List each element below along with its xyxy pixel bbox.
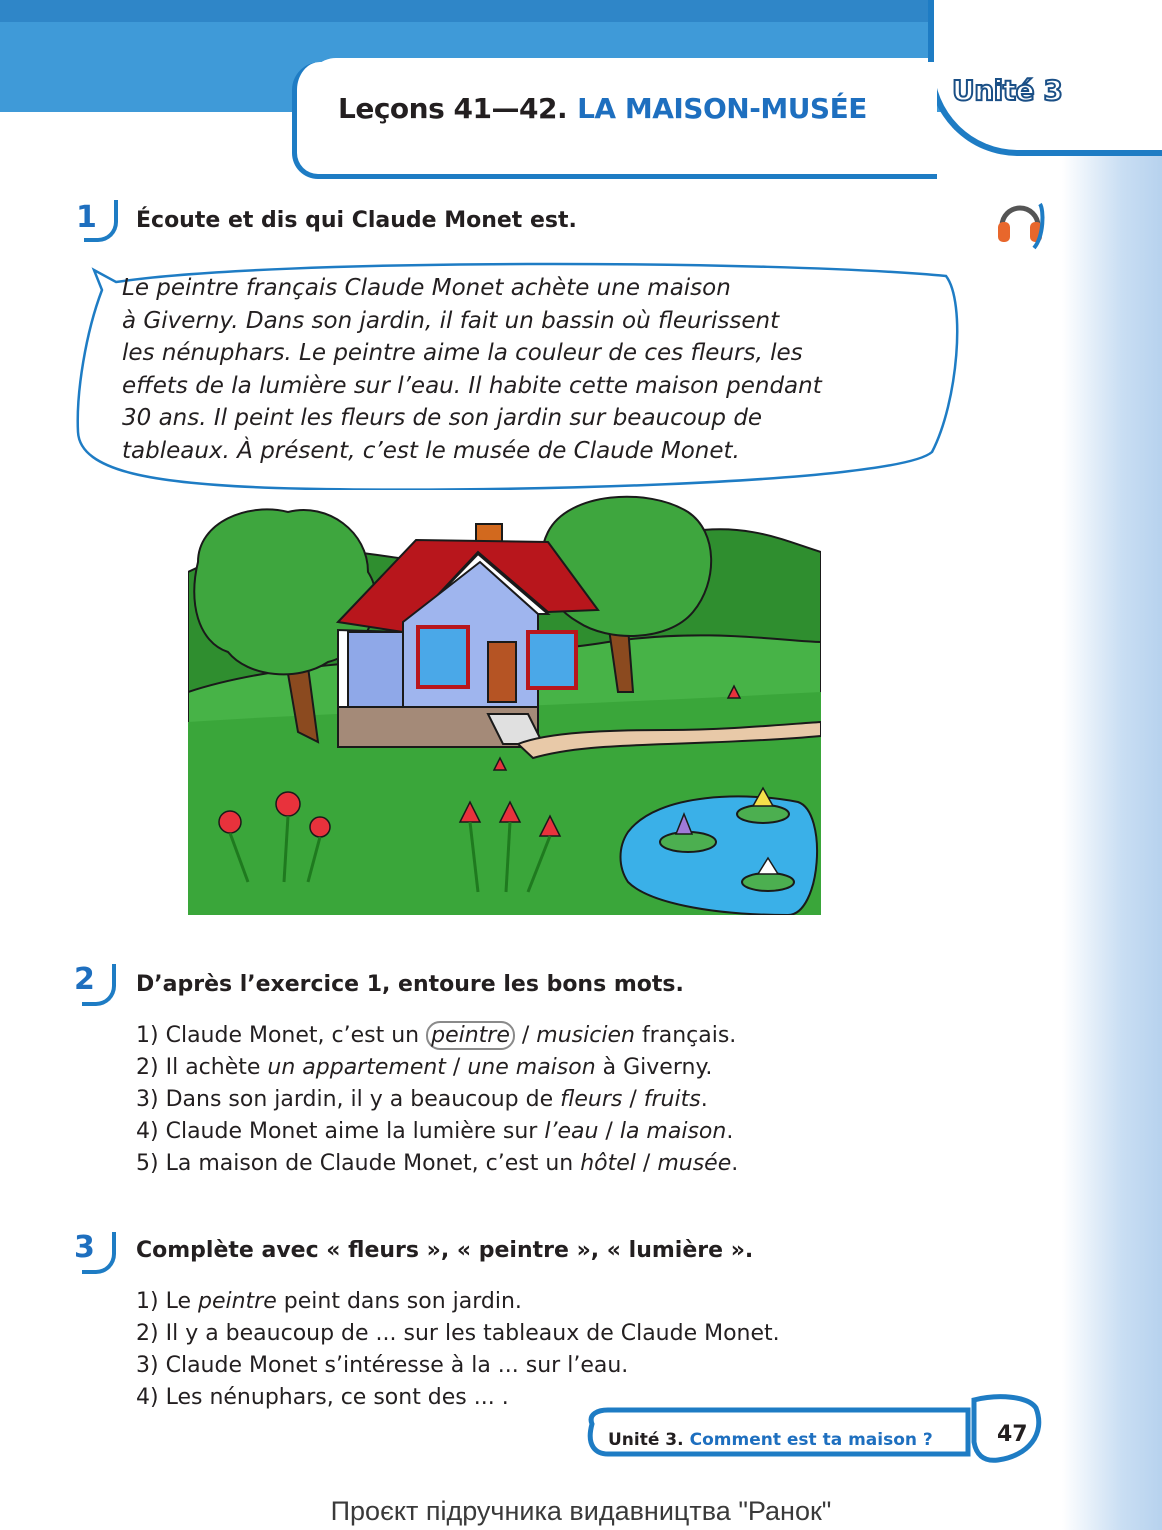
- item-text[interactable]: Les nénuphars, ce sont des ... .: [165, 1385, 509, 1410]
- item-text[interactable]: Claude Monet s’intéresse à la ... sur l’eau.: [165, 1353, 629, 1378]
- text-line: Le peintre français Claude Monet achète une maison: [122, 275, 731, 301]
- example-word: peintre: [198, 1289, 277, 1314]
- item-text: Le: [165, 1289, 191, 1314]
- page-number: 47: [997, 1422, 1028, 1447]
- option[interactable]: fruits: [643, 1087, 701, 1112]
- text-line: 30 ans. Il peint les fleurs de son jardin sur beaucoup de: [122, 405, 763, 431]
- text-line: à Giverny. Dans son jardin, il fait un bassin où fleurissent: [122, 307, 780, 334]
- exercise-2-number: 2: [74, 962, 95, 997]
- exercise-2-marker: [82, 964, 116, 1006]
- item-number: 5): [136, 1151, 159, 1176]
- watermark: Проєкт підручника видавництва "Ранок": [330, 1496, 832, 1526]
- option[interactable]: un appartement: [267, 1055, 446, 1080]
- option[interactable]: l’eau: [544, 1119, 599, 1144]
- footer-unit-title: [608, 1430, 933, 1450]
- item-number: 2): [136, 1055, 159, 1080]
- item-text: Claude Monet, c’est un: [165, 1023, 420, 1048]
- exercise-3-marker: [82, 1232, 116, 1274]
- item-number: 2): [136, 1321, 159, 1346]
- option[interactable]: la maison: [619, 1119, 727, 1144]
- item-text: français.: [641, 1023, 737, 1048]
- option[interactable]: fleurs: [560, 1087, 623, 1112]
- option[interactable]: musicien: [536, 1023, 635, 1048]
- exercise-1-marker: [84, 200, 118, 242]
- item-number: 4): [136, 1385, 159, 1410]
- option[interactable]: hôtel: [580, 1151, 636, 1176]
- item-text: La maison de Claude Monet, c’est un: [165, 1151, 574, 1176]
- item-text: .: [726, 1119, 734, 1144]
- item-text: Il achète: [165, 1055, 261, 1080]
- separator: /: [605, 1119, 613, 1144]
- headphones-icon[interactable]: [994, 196, 1046, 250]
- side-gradient-bar: [1062, 0, 1162, 1530]
- item-text: Claude Monet aime la lumière sur: [165, 1119, 538, 1144]
- item-text: peint dans son jardin.: [283, 1289, 522, 1314]
- exercise-1-number: 1: [76, 200, 97, 235]
- separator: /: [521, 1023, 530, 1048]
- footer-title: Comment est ta maison ?: [689, 1430, 933, 1450]
- list-item: [136, 1052, 738, 1084]
- text-line: les nénuphars. Le peintre aime la couleur de ces fleurs, les: [122, 340, 803, 366]
- item-text: .: [731, 1151, 739, 1176]
- item-text: .: [700, 1087, 708, 1112]
- list-item: [136, 1116, 738, 1148]
- exercise-2-list: [136, 1020, 738, 1180]
- item-text: à Giverny.: [602, 1055, 713, 1080]
- item-number: 3): [136, 1353, 159, 1378]
- option[interactable]: une maison: [467, 1055, 596, 1080]
- exercise-1-title: Écoute et dis qui Claude Monet est.: [136, 208, 577, 233]
- lesson-name: LA MAISON-MUSÉE: [577, 92, 867, 125]
- exercise-2-title: D’après l’exercice 1, entoure les bons mots.: [136, 972, 684, 997]
- list-item: [136, 1350, 780, 1382]
- item-text[interactable]: Il y a beaucoup de ... sur les tableaux de Claude Monet.: [165, 1321, 780, 1346]
- item-number: 1): [136, 1289, 159, 1314]
- list-item: [136, 1020, 738, 1052]
- item-number: 4): [136, 1119, 159, 1144]
- separator: /: [452, 1055, 461, 1080]
- list-item: [136, 1084, 738, 1116]
- lesson-number: Leçons 41—42.: [338, 92, 568, 125]
- list-item: [136, 1148, 738, 1180]
- text-line: tableaux. À présent, c’est le musée de Claude Monet.: [122, 437, 740, 464]
- exercise-3-title: Complète avec « fleurs », « peintre », « lumière ».: [136, 1238, 754, 1263]
- list-item: [136, 1318, 780, 1350]
- lesson-title: [338, 92, 867, 125]
- separator: /: [642, 1151, 651, 1176]
- option-circled[interactable]: peintre: [426, 1021, 515, 1050]
- house-garden-illustration: [188, 492, 821, 915]
- separator: /: [629, 1087, 637, 1112]
- item-number: 3): [136, 1087, 159, 1112]
- option[interactable]: musée: [657, 1151, 732, 1176]
- footer-unit: Unité 3.: [608, 1430, 684, 1450]
- unit-badge: Unité 3: [952, 74, 1063, 107]
- list-item: [136, 1286, 780, 1318]
- text-line: effets de la lumière sur l’eau. Il habite cette maison pendant: [122, 372, 822, 399]
- item-number: 1): [136, 1023, 159, 1048]
- exercise-1-text: [122, 272, 942, 467]
- item-text: Dans son jardin, il y a beaucoup de: [165, 1087, 554, 1112]
- exercise-3-number: 3: [74, 1230, 95, 1265]
